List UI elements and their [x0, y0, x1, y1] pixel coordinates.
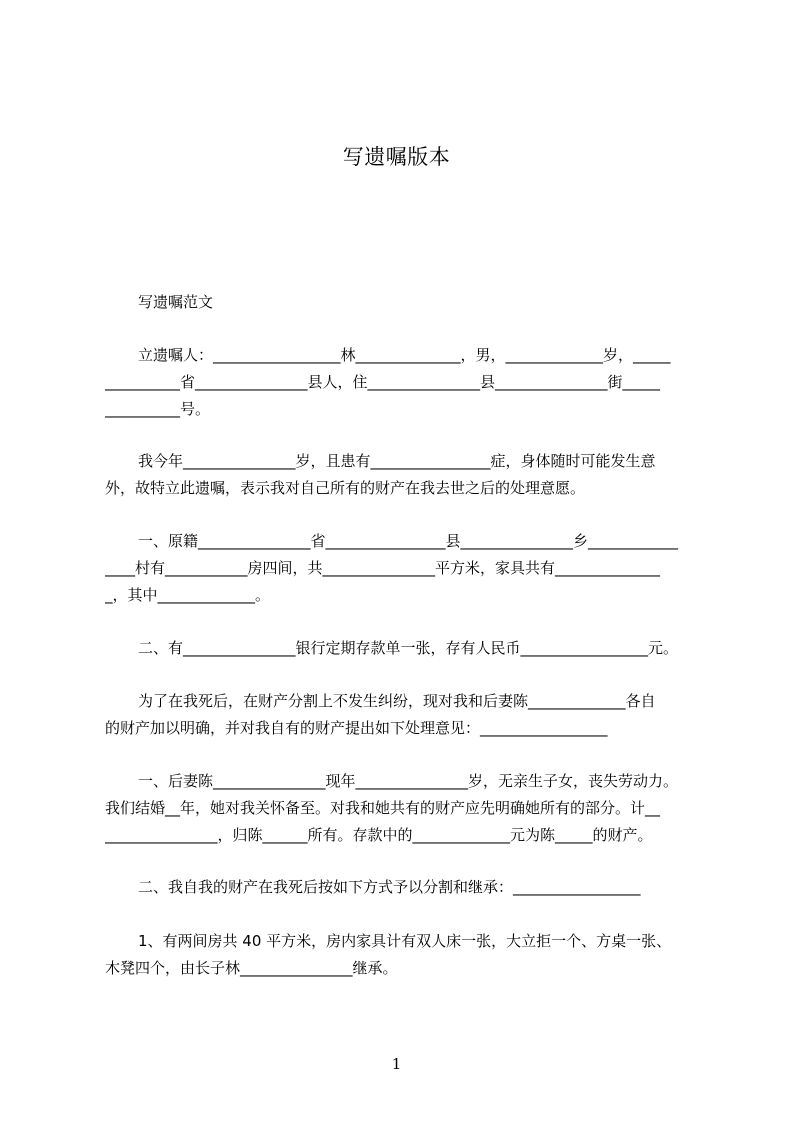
house-line-1: 一、原籍_______________省________________县_______________乡____________	[138, 532, 679, 550]
page-number: 1	[391, 1055, 402, 1073]
testator-line-2: __________省_______________县人，住_______________县_______________街_____	[105, 373, 661, 391]
house-line-2: ____村有___________房四间，共_______________平方米，家具共有______________	[105, 559, 661, 577]
property-division-line-1: 为了在我死后，在财产分割上不发生纠纷，现对我和后妻陈_____________各自	[138, 692, 656, 710]
deposit-paragraph	[105, 635, 701, 662]
wife-line-3: _______________，归陈______所有。存款中的_____________元为陈_____的财产。	[105, 826, 653, 844]
wife-line-1: 一、后妻陈_______________现年_______________岁，无亲生子女，丧失劳动力。	[138, 772, 679, 790]
property-division-line-2: 的财产加以明确，并对我自有的财产提出如下处理意见：_________________	[105, 719, 608, 737]
item-one-line-1: 1、有两间房共 40 平方米，房内家具计有双人床一张，大立拒一个、方桌一张、	[138, 932, 672, 950]
item-one-line-2: 木凳四个，由长子林_______________继承。	[105, 959, 398, 977]
testator-line-3: __________号。	[105, 400, 211, 418]
wife-line-2: 我们结婚__年，她对我关怀备至。对我和她共有的财产应先明确她所有的部分。计__	[105, 799, 661, 817]
intro-line-2: 外，故特立此遗嘱，表示我对自己所有的财产在我去世之后的处理意愿。	[105, 479, 586, 497]
property-division-paragraph	[105, 688, 701, 742]
intro-paragraph	[105, 448, 701, 502]
heading-line: 写遗嘱范文	[138, 293, 214, 311]
deposit-line: 二、有_______________银行定期存款单一张，存有人民币_________________元。	[138, 639, 679, 657]
item-one-paragraph	[105, 928, 701, 982]
testator-line-1: 立遗嘱人：_________________林______________，男，_____________岁，_____	[138, 346, 671, 364]
inheritance-paragraph	[105, 874, 701, 901]
house-paragraph	[105, 528, 701, 609]
testator-paragraph	[105, 342, 701, 423]
wife-paragraph	[105, 768, 701, 849]
document-title: 写遗嘱版本	[342, 145, 451, 169]
heading-paragraph	[105, 289, 701, 316]
intro-line-1: 我今年_______________岁，且患有________________症，身体随时可能发生意	[138, 452, 656, 470]
inheritance-line: 二、我自我的财产在我死后按如下方式予以分割和继承：_________________	[138, 878, 641, 896]
house-line-3: _，其中_____________。	[105, 586, 271, 604]
